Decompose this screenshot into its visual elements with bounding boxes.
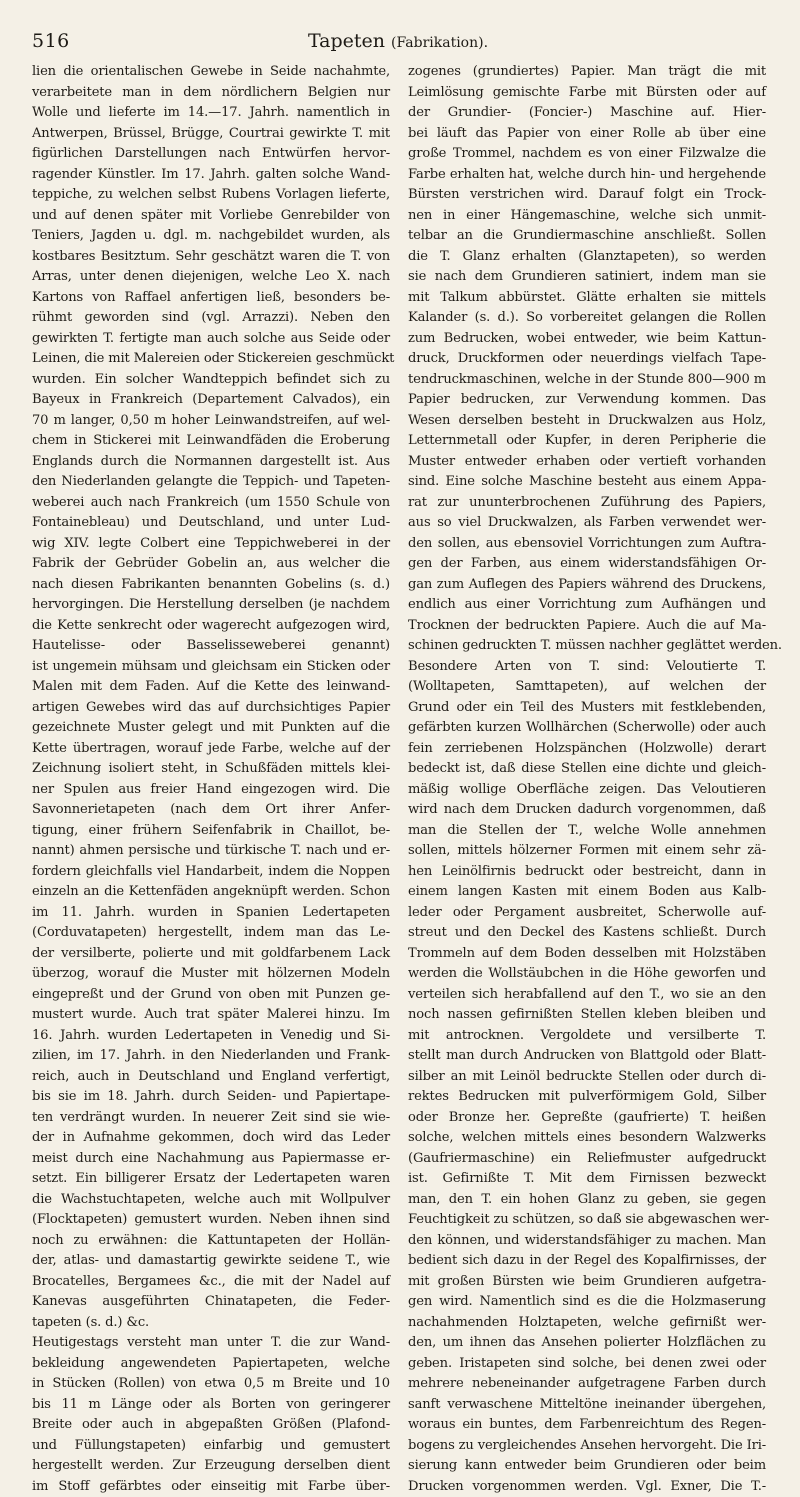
text-line: Muster entweder erhaben oder vertieft vorhanden: [408, 452, 766, 473]
text-line: geben. Iristapeten sind solche, bei denen zwei oder: [408, 1354, 766, 1375]
text-line: (Wolltapeten, Samttapeten), auf welchen der: [408, 677, 766, 698]
text-line: Heutigestags versteht man unter T. die zur Wand-: [32, 1333, 390, 1354]
text-line: Fabrik der Gebrüder Gobelin an, aus welcher die: [32, 554, 390, 575]
text-line: sind. Eine solche Maschine besteht aus einem Appa-: [408, 472, 766, 493]
text-line: gen der Farben, aus einem widerstandsfähigen Or-: [408, 554, 766, 575]
text-line: figürlichen Darstellungen nach Entwürfen hervor-: [32, 144, 390, 165]
text-line: in Stücken (Rollen) von etwa 0,5 m Breite und 10: [32, 1374, 390, 1395]
text-line: wird nach dem Drucken dadurch vorgenommen, daß: [408, 800, 766, 821]
text-line: lien die orientalischen Gewebe in Seide nachahmte,: [32, 62, 390, 83]
text-line: mit Talkum abbürstet. Glätte erhalten sie mittels: [408, 288, 766, 309]
text-line: nen in einer Hängemaschine, welche sich unmit-: [408, 206, 766, 227]
text-line: mit großen Bürsten wie beim Grundieren aufgetra-: [408, 1272, 766, 1293]
text-line: solche, welchen mittels eines besondern Walzwerks: [408, 1128, 766, 1149]
text-line: bis 11 m Länge oder als Borten von geringerer: [32, 1395, 390, 1416]
text-line: rühmt geworden sind (vgl. Arrazzi). Neben den: [32, 308, 390, 329]
text-line: ner Spulen aus freier Hand eingezogen wird. Die: [32, 780, 390, 801]
text-line: nannt) ahmen persische und türkische T. nach und er-: [32, 841, 390, 862]
text-line: hen Leinölfirnis bedruckt oder bestreicht, dann in: [408, 862, 766, 883]
text-line: Bayeux in Frankreich (Departement Calvados), ein: [32, 390, 390, 411]
page-header: [32, 28, 764, 60]
text-line: endlich aus einer Vorrichtung zum Aufhängen und: [408, 595, 766, 616]
text-line: die T. Glanz erhalten (Glanztapeten), so werden: [408, 247, 766, 268]
text-line: Zeichnung isoliert steht, in Schußfäden mittels klei-: [32, 759, 390, 780]
text-line: wurden. Ein solcher Wandteppich befindet sich zu: [32, 370, 390, 391]
text-line: Kalander (s. d.). So vorbereitet gelangen die Rollen: [408, 308, 766, 329]
text-line: sie nach dem Grundieren satiniert, indem man sie: [408, 267, 766, 288]
text-line: den sollen, aus ebensoviel Vorrichtungen zum Auftra-: [408, 534, 766, 555]
text-line: nach diesen Fabrikanten benannten Gobelins (s. d.): [32, 575, 390, 596]
text-line: Savonnerietapeten (nach dem Ort ihrer Anfer-: [32, 800, 390, 821]
text-line: mustert wurde. Auch trat später Malerei hinzu. Im: [32, 1005, 390, 1026]
text-line: Kette übertragen, worauf jede Farbe, welche auf der: [32, 739, 390, 760]
text-line: Wolle und lieferte im 14.—17. Jahrh. namentlich in: [32, 103, 390, 124]
text-line: chem in Stickerei mit Leinwandfäden die Eroberung: [32, 431, 390, 452]
text-line: zilien, im 17. Jahrh. in den Niederlanden und Frank-: [32, 1046, 390, 1067]
text-line: gefärbten kurzen Wollhärchen (Scherwolle) oder auch: [408, 718, 766, 739]
text-line: gan zum Auflegen des Papiers während des Druckens,: [408, 575, 766, 596]
running-title-main: Tapeten: [308, 30, 385, 52]
text-line: tapeten (s. d.) &c.: [32, 1313, 390, 1334]
text-line: 16. Jahrh. wurden Ledertapeten in Venedig und Si-: [32, 1026, 390, 1047]
text-line: ist ungemein mühsam und gleichsam ein Sticken oder: [32, 657, 390, 678]
text-line: die Wachstuchtapeten, welche auch mit Wollpulver: [32, 1190, 390, 1211]
text-line: Trommeln auf dem Boden desselben mit Holzstäben: [408, 944, 766, 965]
text-line: Antwerpen, Brüssel, Brügge, Courtrai gewirkte T. mit: [32, 124, 390, 145]
text-line: leder oder Pergament ausbreitet, Scherwolle auf-: [408, 903, 766, 924]
text-line: (Flocktapeten) gemustert wurden. Neben ihnen sind: [32, 1210, 390, 1231]
text-line: Leimlösung gemischte Farbe mit Bürsten oder auf: [408, 83, 766, 104]
text-line: hervorgingen. Die Herstellung derselben (je nachdem: [32, 595, 390, 616]
text-line: Kanevas ausgeführten Chinatapeten, die Feder-: [32, 1292, 390, 1313]
text-line: bedient sich dazu in der Regel des Kopalfirnisses, der: [408, 1251, 766, 1272]
text-line: Breite oder auch in abgepaßten Größen (Plafond-: [32, 1415, 390, 1436]
text-line: 70 m langer, 0,50 m hoher Leinwandstreifen, auf wel-: [32, 411, 390, 432]
text-line: große Trommel, nachdem es von einer Filzwalze die: [408, 144, 766, 165]
text-line: Malen mit dem Faden. Auf die Kette des leinwand-: [32, 677, 390, 698]
text-line: (Gaufriermaschine) ein Reliefmuster aufgedruckt: [408, 1149, 766, 1170]
text-line: nachahmenden Holztapeten, welche gefirnißt wer-: [408, 1313, 766, 1334]
text-line: tendruckmaschinen, welche in der Stunde 800—900 m: [408, 370, 766, 391]
text-line: gewirkten T. fertigte man auch solche aus Seide oder: [32, 329, 390, 350]
text-line: streut und den Deckel des Kastens schließt. Durch: [408, 923, 766, 944]
text-line: Feuchtigkeit zu schützen, so daß sie abgewaschen wer-: [408, 1210, 766, 1231]
text-line: mäßig wollige Oberfläche zeigen. Das Veloutieren: [408, 780, 766, 801]
text-columns: [32, 62, 766, 1252]
text-line: einzeln an die Kettenfäden angeknüpft werden. Schon: [32, 882, 390, 903]
text-line: Papier bedrucken, zur Verwendung kommen. Das: [408, 390, 766, 411]
right-column: [408, 62, 766, 1252]
text-line: sanft verwaschene Mitteltöne ineinander übergehen,: [408, 1395, 766, 1416]
text-line: bei läuft das Papier von einer Rolle ab über eine: [408, 124, 766, 145]
text-line: (Corduvatapeten) hergestellt, indem man das Le-: [32, 923, 390, 944]
text-line: Letternmetall oder Kupfer, in deren Peripherie die: [408, 431, 766, 452]
running-title: [32, 30, 764, 52]
text-line: silber an mit Leinöl bedruckte Stellen oder durch di-: [408, 1067, 766, 1088]
text-line: Brocatelles, Bergamees &c., die mit der Nadel auf: [32, 1272, 390, 1293]
text-line: ist. Gefirnißte T. Mit dem Firnissen bezweckt: [408, 1169, 766, 1190]
text-line: eingepreßt und der Grund von oben mit Punzen ge-: [32, 985, 390, 1006]
text-line: bis sie im 18. Jahrh. durch Seiden- und Papiertape-: [32, 1087, 390, 1108]
text-line: Drucken vorgenommen werden. Vgl. Exner, Die T.-: [408, 1477, 766, 1497]
text-line: die Kette senkrecht oder wagerecht aufgezogen wird,: [32, 616, 390, 637]
text-line: fordern gleichfalls viel Handarbeit, indem die Noppen: [32, 862, 390, 883]
text-line: schinen gedruckten T. müssen nachher geglättet werden.: [408, 636, 766, 657]
text-line: meist durch eine Nachahmung aus Papiermasse er-: [32, 1149, 390, 1170]
text-line: der, atlas- und damastartig gewirkte seidene T., wie: [32, 1251, 390, 1272]
text-line: man die Stellen der T., welche Wolle annehmen: [408, 821, 766, 842]
text-line: werden die Wollstäubchen in die Höhe geworfen und: [408, 964, 766, 985]
text-line: telbar an die Grundiermaschine anschließt. Sollen: [408, 226, 766, 247]
text-line: kostbares Besitztum. Sehr geschätzt waren die T. von: [32, 247, 390, 268]
text-line: ragender Künstler. Im 17. Jahrh. galten solche Wand-: [32, 165, 390, 186]
text-line: den, um ihnen das Ansehen polierter Holzflächen zu: [408, 1333, 766, 1354]
text-line: der Grundier- (Foncier-) Maschine auf. Hier-: [408, 103, 766, 124]
text-line: Teniers, Jagden u. dgl. m. nachgebildet wurden, als: [32, 226, 390, 247]
text-line: den können, und widerstandsfähiger zu machen. Man: [408, 1231, 766, 1252]
text-line: Besondere Arten von T. sind: Veloutierte T.: [408, 657, 766, 678]
text-line: weberei auch nach Frankreich (um 1550 Schule von: [32, 493, 390, 514]
text-line: ten verdrängt wurden. In neuerer Zeit sind sie wie-: [32, 1108, 390, 1129]
text-line: im Stoff gefärbtes oder einseitig mit Farbe über-: [32, 1477, 390, 1497]
text-line: Farbe erhalten hat, welche durch hin- und hergehende: [408, 165, 766, 186]
text-line: tigung, einer frühern Seifenfabrik in Chaillot, be-: [32, 821, 390, 842]
text-line: Arras, unter denen diejenigen, welche Leo X. nach: [32, 267, 390, 288]
text-line: Fontainebleau) und Deutschland, und unter Lud-: [32, 513, 390, 534]
text-line: bedeckt ist, daß diese Stellen eine dichte und gleich-: [408, 759, 766, 780]
text-line: rektes Bedrucken mit pulverförmigem Gold, Silber: [408, 1087, 766, 1108]
text-line: überzog, worauf die Muster mit hölzernen Modeln: [32, 964, 390, 985]
text-line: bogens zu vergleichendes Ansehen hervorgeht. Die Iri-: [408, 1436, 766, 1457]
text-line: im 11. Jahrh. wurden in Spanien Ledertapeten: [32, 903, 390, 924]
text-line: noch nassen gefirnißten Stellen kleben bleiben und: [408, 1005, 766, 1026]
text-line: mit antrocknen. Vergoldete und versilberte T.: [408, 1026, 766, 1047]
left-column: [32, 62, 390, 1252]
text-line: woraus ein buntes, dem Farbenreichtum des Regen-: [408, 1415, 766, 1436]
text-line: noch zu erwähnen: die Kattuntapeten der Hollän-: [32, 1231, 390, 1252]
text-line: sierung kann entweder beim Grundieren oder beim: [408, 1456, 766, 1477]
text-line: zogenes (grundiertes) Papier. Man trägt die mit: [408, 62, 766, 83]
text-line: artigen Gewebes wird das auf durchsichtiges Papier: [32, 698, 390, 719]
text-line: stellt man durch Andrucken von Blattgold oder Blatt-: [408, 1046, 766, 1067]
text-line: setzt. Ein billigerer Ersatz der Ledertapeten waren: [32, 1169, 390, 1190]
text-line: zum Bedrucken, wobei entweder, wie beim Kattun-: [408, 329, 766, 350]
text-line: verarbeitete man in dem nördlichern Belgien nur: [32, 83, 390, 104]
text-line: Englands durch die Normannen dargestellt ist. Aus: [32, 452, 390, 473]
text-line: Grund oder ein Teil des Musters mit festklebenden,: [408, 698, 766, 719]
text-line: mehrere nebeneinander aufgetragene Farben durch: [408, 1374, 766, 1395]
text-line: und auf denen später mit Vorliebe Genrebilder von: [32, 206, 390, 227]
text-line: den Niederlanden gelangte die Teppich- und Tapeten-: [32, 472, 390, 493]
text-line: druck, Druckformen oder neuerdings vielfach Tape-: [408, 349, 766, 370]
running-title-subtitle: (Fabrikation).: [391, 35, 488, 51]
text-line: einem langen Kasten mit einem Boden aus Kalb-: [408, 882, 766, 903]
text-line: Bürsten verstrichen wird. Darauf folgt ein Trock-: [408, 185, 766, 206]
text-line: verteilen sich herabfallend auf den T., wo sie an den: [408, 985, 766, 1006]
text-line: Trocknen der bedruckten Papiere. Auch die auf Ma-: [408, 616, 766, 637]
text-line: rat zur ununterbrochenen Zuführung des Papiers,: [408, 493, 766, 514]
text-line: und Füllungstapeten) einfarbig und gemustert: [32, 1436, 390, 1457]
text-line: reich, auch in Deutschland und England verfertigt,: [32, 1067, 390, 1088]
text-line: wig XIV. legte Colbert eine Teppichweberei in der: [32, 534, 390, 555]
text-line: oder Bronze her. Gepreßte (gaufrierte) T. heißen: [408, 1108, 766, 1129]
text-line: bekleidung angewendeten Papiertapeten, welche: [32, 1354, 390, 1375]
page-number: 516: [32, 30, 70, 52]
text-line: fein zerriebenen Holzspänchen (Holzwolle) derart: [408, 739, 766, 760]
text-line: Wesen derselben besteht in Druckwalzen aus Holz,: [408, 411, 766, 432]
text-line: sollen, mittels hölzerner Formen mit einem sehr zä-: [408, 841, 766, 862]
text-line: Hautelisse- oder Basselisseweberei genannt): [32, 636, 390, 657]
text-line: Kartons von Raffael anfertigen ließ, besonders be-: [32, 288, 390, 309]
text-line: gezeichnete Muster gelegt und mit Punkten auf die: [32, 718, 390, 739]
text-line: hergestellt werden. Zur Erzeugung derselben dient: [32, 1456, 390, 1477]
text-line: teppiche, zu welchen selbst Rubens Vorlagen lieferte,: [32, 185, 390, 206]
text-line: der versilberte, polierte und mit goldfarbenem Lack: [32, 944, 390, 965]
text-line: aus so viel Druckwalzen, als Farben verwendet wer-: [408, 513, 766, 534]
text-line: man, den T. ein hohen Glanz zu geben, sie gegen: [408, 1190, 766, 1211]
text-line: gen wird. Namentlich sind es die die Holzmaserung: [408, 1292, 766, 1313]
text-line: Leinen, die mit Malereien oder Stickereien geschmückt: [32, 349, 390, 370]
text-line: der in Aufnahme gekommen, doch wird das Leder: [32, 1128, 390, 1149]
